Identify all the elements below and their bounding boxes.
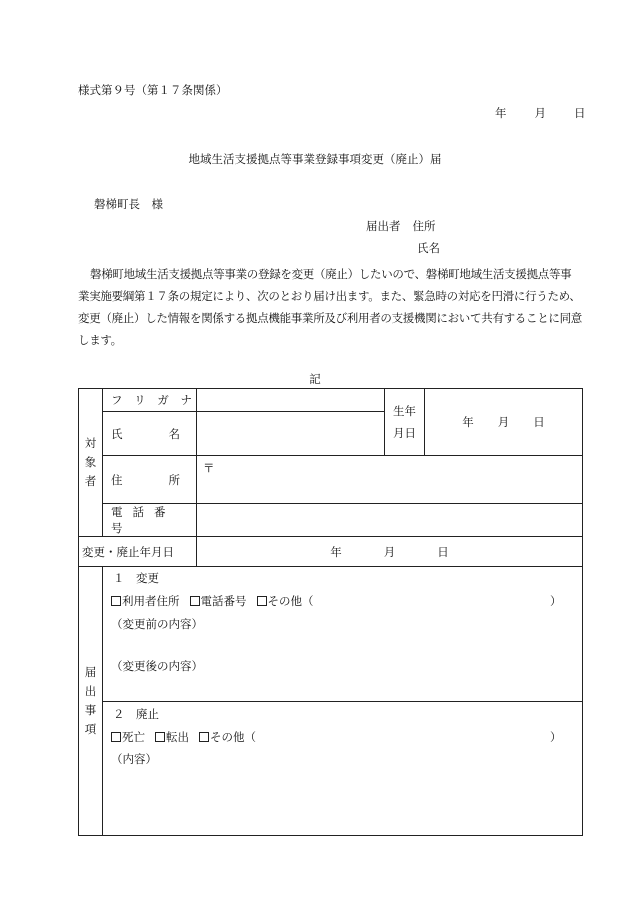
phone-field[interactable] (197, 504, 583, 537)
applicant-address (366, 218, 436, 234)
abolish-heading: ２ 廃止 (113, 707, 159, 721)
option-other2-checkbox[interactable] (199, 732, 209, 742)
items-label: 届 出 事 項 (79, 567, 103, 836)
recipient: 磐梯町長 様 (94, 197, 163, 211)
application-table (78, 388, 583, 836)
change-options: 利用者住所 電話番号 その他（ (111, 593, 314, 609)
ki-heading: 記 (309, 372, 321, 386)
address-label: 住所 (412, 219, 436, 233)
name-field[interactable] (197, 412, 385, 456)
furigana-label: フ リ ガ ナ (103, 389, 197, 412)
body-text: 磐梯町地域生活支援拠点等事業の登録を変更（廃止）したいので、磐梯町地域生活支援拠点等事業実施要綱第１７条の規定により、次のとおり届け出ます。また、緊急時の対応を円滑に行うため、変更（廃止）した情報を関係する拠点機能事業所及び利用者の支援機関において共有することに同意します。 (78, 267, 582, 347)
abolish-close-paren: ） (550, 730, 562, 744)
abolish-content-label: （内容） (111, 752, 157, 766)
birth-date-label: 生年 月日 (385, 389, 425, 456)
abolish-section (103, 702, 583, 836)
change-after-label: （変更後の内容） (111, 659, 203, 673)
option-phone-checkbox[interactable] (190, 596, 200, 606)
option-death-checkbox[interactable] (111, 732, 121, 742)
address-field[interactable] (197, 456, 583, 504)
change-section (103, 567, 583, 702)
page-title: 地域生活支援拠点等事業登録事項変更（廃止）届 (188, 152, 442, 166)
phone-label: 電話番号 (103, 504, 197, 537)
change-date-field[interactable]: 年 月 日 (197, 537, 583, 567)
option-moveout-checkbox[interactable] (155, 732, 165, 742)
postal-mark: 〒 (203, 461, 215, 475)
option-other-checkbox[interactable] (257, 596, 267, 606)
change-before-label: （変更前の内容） (111, 617, 203, 631)
change-close-paren: ） (550, 594, 562, 608)
date-day: 日 (574, 106, 586, 120)
birth-date-field[interactable]: 年 月 日 (425, 389, 583, 456)
change-heading: １ 変更 (113, 571, 159, 585)
form-number: 様式第９号（第１７条関係） (78, 83, 228, 97)
subject-label: 対 象 者 (79, 389, 103, 537)
furigana-field[interactable] (197, 389, 385, 412)
option-address-checkbox[interactable] (111, 596, 121, 606)
date-month: 月 (534, 106, 546, 120)
date-year: 年 (495, 106, 507, 120)
address-label: 住 所 (103, 456, 197, 504)
applicant-name-label: 氏名 (417, 241, 440, 255)
abolish-options: 死亡 転出 その他（ (111, 729, 256, 745)
change-date-label: 変更・廃止年月日 (79, 537, 197, 567)
name-label: 氏 名 (103, 412, 197, 456)
submission-date (495, 105, 586, 121)
applicant-label: 届出者 (366, 219, 401, 233)
